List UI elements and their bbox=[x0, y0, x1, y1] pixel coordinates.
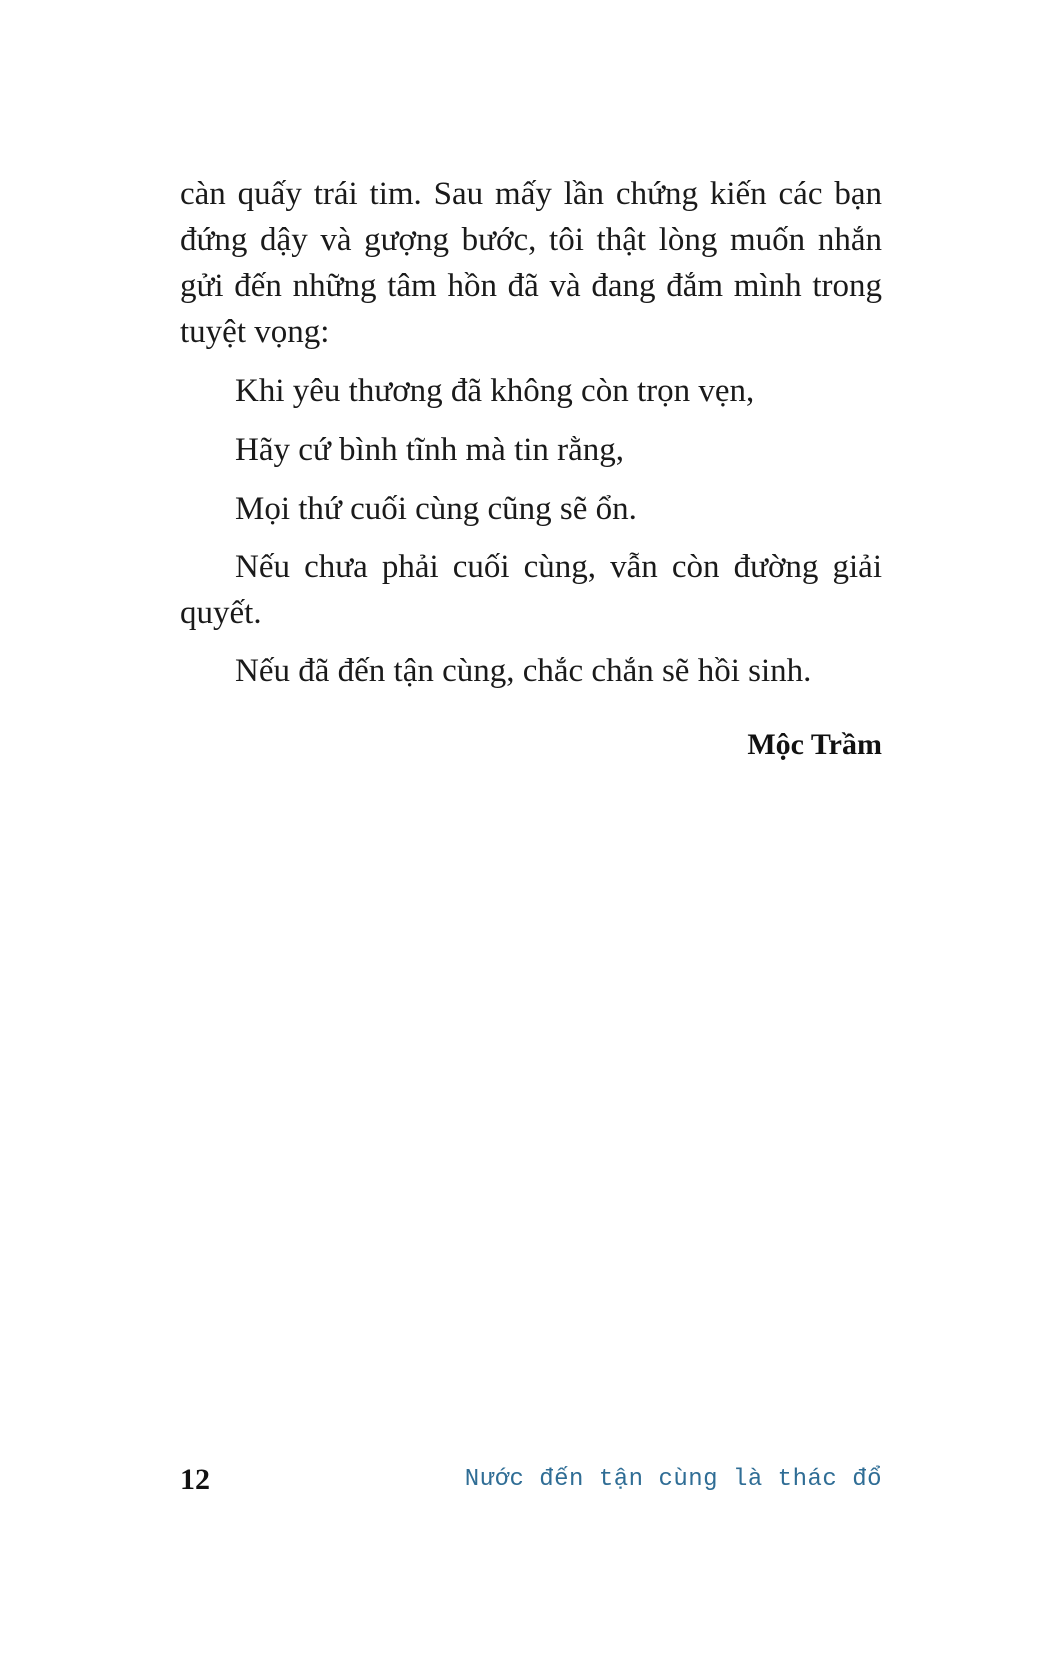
verse-line-1: Khi yêu thương đã không còn trọn vẹn, bbox=[235, 373, 755, 409]
verse-line-3: Mọi thứ cuối cùng cũng sẽ ổn. bbox=[235, 491, 637, 527]
running-footer-title: Nước đến tận cùng là thác đổ bbox=[464, 1466, 882, 1493]
verse-line-2: Hãy cứ bình tĩnh mà tin rằng, bbox=[235, 432, 625, 468]
verse-line-4: Nếu chưa phải cuối cùng, vẫn còn đường giải quyết. bbox=[180, 549, 882, 631]
page-number: 12 bbox=[180, 1463, 210, 1496]
verse-line-5: Nếu đã đến tận cùng, chắc chắn sẽ hồi sinh. bbox=[235, 653, 812, 689]
author-name: Mộc Trầm bbox=[747, 728, 882, 761]
body-paragraph: càn quấy trái tim. Sau mấy lần chứng kiến các bạn đứng dậy và gượng bước, tôi thật lòng muốn nhắn gửi đến những tâm hồn đã và đang đắm mình trong tuyệt vọng: bbox=[180, 176, 882, 350]
